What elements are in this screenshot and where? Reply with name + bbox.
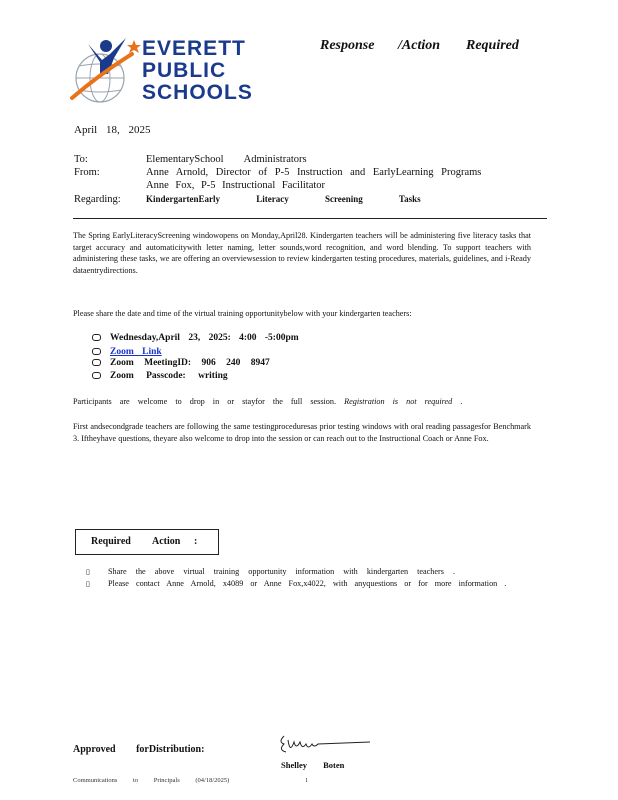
list-item-passcode: Zoom Passcode: writing: [92, 371, 228, 381]
signer-name: Shelley Boten: [281, 760, 345, 770]
registration-note: Registration is not required: [344, 397, 453, 406]
logo-line-1: EVERETT: [142, 37, 246, 60]
district-logo-icon: [70, 34, 142, 106]
signature-icon: [276, 730, 372, 758]
from-value-2: Anne Fox, P-5 Instructional Facilitator: [146, 180, 326, 191]
required-action-title-2: Action: [152, 536, 181, 547]
logo-line-3: SCHOOLS: [142, 81, 253, 104]
zoom-link[interactable]: Zoom Link: [110, 347, 162, 357]
list-item-date: Wednesday,April 23, 2025: 4:00 -5:00pm: [92, 333, 299, 343]
bullet-icon: [92, 334, 101, 341]
regarding-value: KindergartenEarly Literacy Screening Tasks: [146, 194, 421, 204]
action-item: ▯ Please contact Anne Arnold, x4089 or Anne Fox,x4022, with anyquestions or for more information .: [92, 578, 532, 590]
checkbox-icon: ▯: [86, 568, 90, 576]
intro-paragraph: The Spring EarlyLiteracyScreening windowopens on Monday,April28. Kindergarten teachers will be administering five literacy tasks that target accuracy and automaticitywith letter naming, letter sounds,word recognition, and word blending. To support teachers with administering these tasks, we are offering an overviewsession to review kindergarten testing procedures, materials, guidelines, and i-Ready dataentrydirections.: [73, 231, 531, 275]
header-action: /Action: [398, 38, 441, 53]
footer-text: Communications to Principals (04/18/2025): [73, 777, 230, 784]
checkbox-icon: ▯: [86, 580, 90, 588]
header-required: Required: [466, 38, 519, 53]
list-item-zoom-link: [92, 347, 162, 357]
bullet-icon: [92, 348, 101, 355]
header-divider: [73, 218, 547, 219]
first-second-grade-paragraph: First andsecondgrade teachers are following the same testingproceduresas prior testing windows with oral reading passagesfor Benchmark 3. Iftheyhave questions, theyare also welcome to drop into the session or can reach out to the Instructional Coach or Anne Fox.: [73, 422, 531, 443]
page-number: 1: [305, 777, 309, 784]
approved-label: Approved forDistribution:: [73, 744, 205, 755]
from-value-1: Anne Arnold, Director of P-5 Instruction and EarlyLearning Programs: [146, 167, 482, 178]
required-action-box: [75, 529, 219, 555]
logo-line-2: PUBLIC: [142, 59, 227, 82]
list-item-meeting-id: Zoom MeetingID: 906 240 8947: [92, 358, 270, 368]
regarding-label: Regarding:: [74, 194, 121, 205]
district-logo-text: [142, 38, 253, 104]
to-value: ElementarySchool Administrators: [146, 154, 307, 165]
memo-date: April 18, 2025: [74, 124, 151, 136]
action-item: ▯ Share the above virtual training opportunity information with kindergarten teachers .: [92, 566, 524, 578]
from-label: From:: [74, 167, 100, 178]
participants-paragraph: Participants are welcome to drop in or stayfor the full session. Registration is not required .: [73, 397, 463, 406]
header-response: Response: [320, 38, 375, 53]
to-label: To:: [74, 154, 88, 165]
required-action-title-3: :: [194, 536, 198, 547]
bullet-icon: [92, 372, 101, 379]
required-action-title-1: Required: [91, 536, 131, 547]
share-paragraph: Please share the date and time of the virtual training opportunitybelow with your kindergarten teachers:: [73, 309, 412, 318]
bullet-icon: [92, 359, 101, 366]
